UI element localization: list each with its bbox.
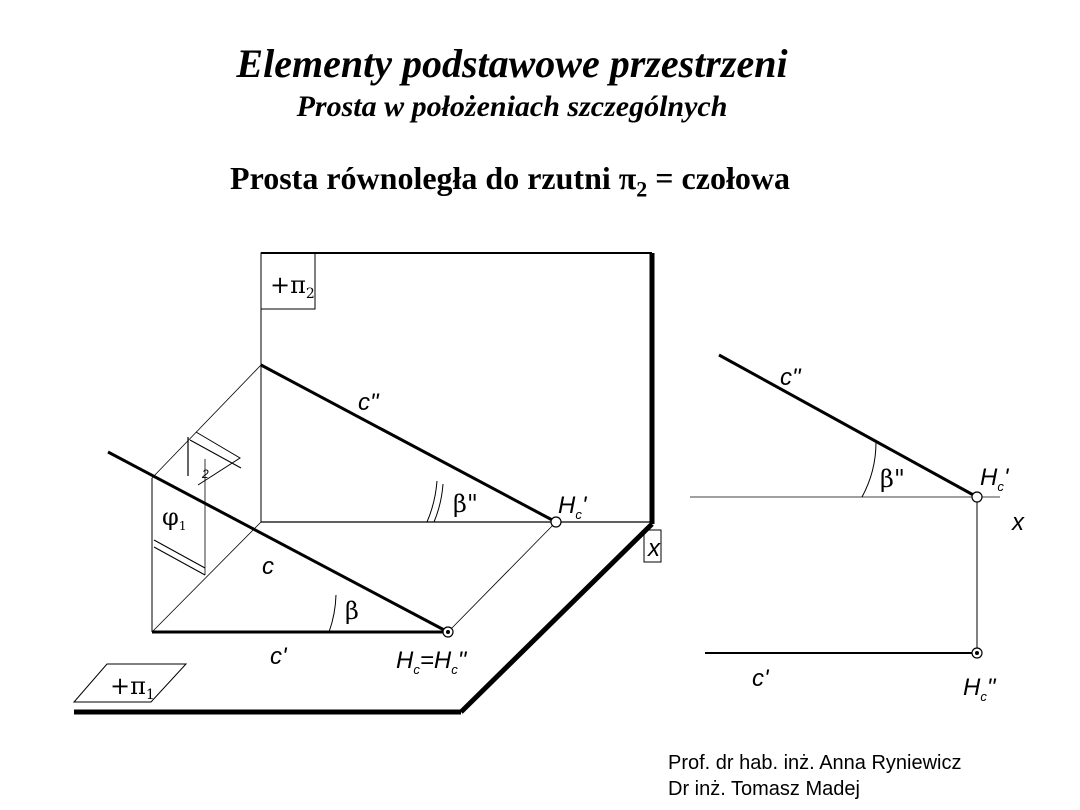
- angle-beta-dbl-arc-1: [434, 484, 443, 522]
- small-2-label: 2: [202, 467, 209, 481]
- x-label: x: [648, 535, 660, 562]
- credits: [668, 750, 961, 802]
- c-double-prime-label: c": [358, 389, 379, 416]
- ortho-c-double-prime-label: c": [780, 364, 801, 391]
- page-title: Elementy podstawowe przestrzeni: [236, 41, 788, 86]
- pi1-left-edge: [152, 522, 261, 632]
- ortho-hc-dbl-label: $H_c$": [963, 674, 996, 704]
- heading-text: Prosta równoległa do rzutni π: [230, 160, 637, 196]
- phi-angle-mark-bottom-2: [154, 547, 205, 575]
- angle-beta-arc: [329, 595, 336, 632]
- ortho-beta-label: β": [880, 465, 905, 493]
- heading-tail: = czołowa: [647, 160, 790, 196]
- beta-label: β: [345, 597, 359, 625]
- projector-h: [448, 522, 556, 632]
- axonometric-view: [74, 253, 661, 712]
- pi2-label: $+\pi_2$: [270, 271, 315, 302]
- c-label: c: [262, 553, 274, 580]
- page-subtitle: Prosta w położeniach szczególnych: [296, 90, 728, 123]
- line-c-double-prime: [261, 365, 556, 522]
- angle-beta-dbl-arc-2: [427, 481, 437, 522]
- ortho-beta-arc: [862, 442, 876, 497]
- ortho-point-hc-dbl-center: [975, 651, 979, 655]
- projecting-plane-top: [152, 365, 261, 478]
- point-h-center: [446, 630, 450, 634]
- hc-prime-label: $H_c'$: [558, 492, 587, 522]
- pi1-front-edge: [461, 524, 652, 712]
- pi1-label: $+\pi_1$: [110, 672, 155, 703]
- beta-double-prime-label: β": [453, 490, 478, 518]
- ortho-c-double-prime: [719, 355, 977, 497]
- axonometric-labels: [110, 271, 661, 703]
- line-c: [108, 452, 448, 632]
- ortho-hc-prime-label: $H_c'$: [980, 464, 1009, 494]
- orthographic-view: [690, 355, 1000, 658]
- ortho-point-hc-prime: [972, 492, 982, 502]
- phi-angle-mark-bottom-1: [154, 540, 205, 568]
- credit-line-2: Dr inż. Tomasz Madej: [668, 778, 860, 800]
- phi1-label: $\varphi_1$: [162, 503, 187, 533]
- credit-line-1: Prof. dr hab. inż. Anna Ryniewicz: [668, 752, 962, 774]
- h-equals-hc-label: $H_c=H_c$": [396, 647, 467, 677]
- ortho-c-prime-label: c': [752, 665, 769, 692]
- ortho-x-label: x: [1012, 509, 1024, 536]
- heading-subscript: 2: [636, 176, 648, 202]
- c-prime-label: c': [270, 643, 287, 670]
